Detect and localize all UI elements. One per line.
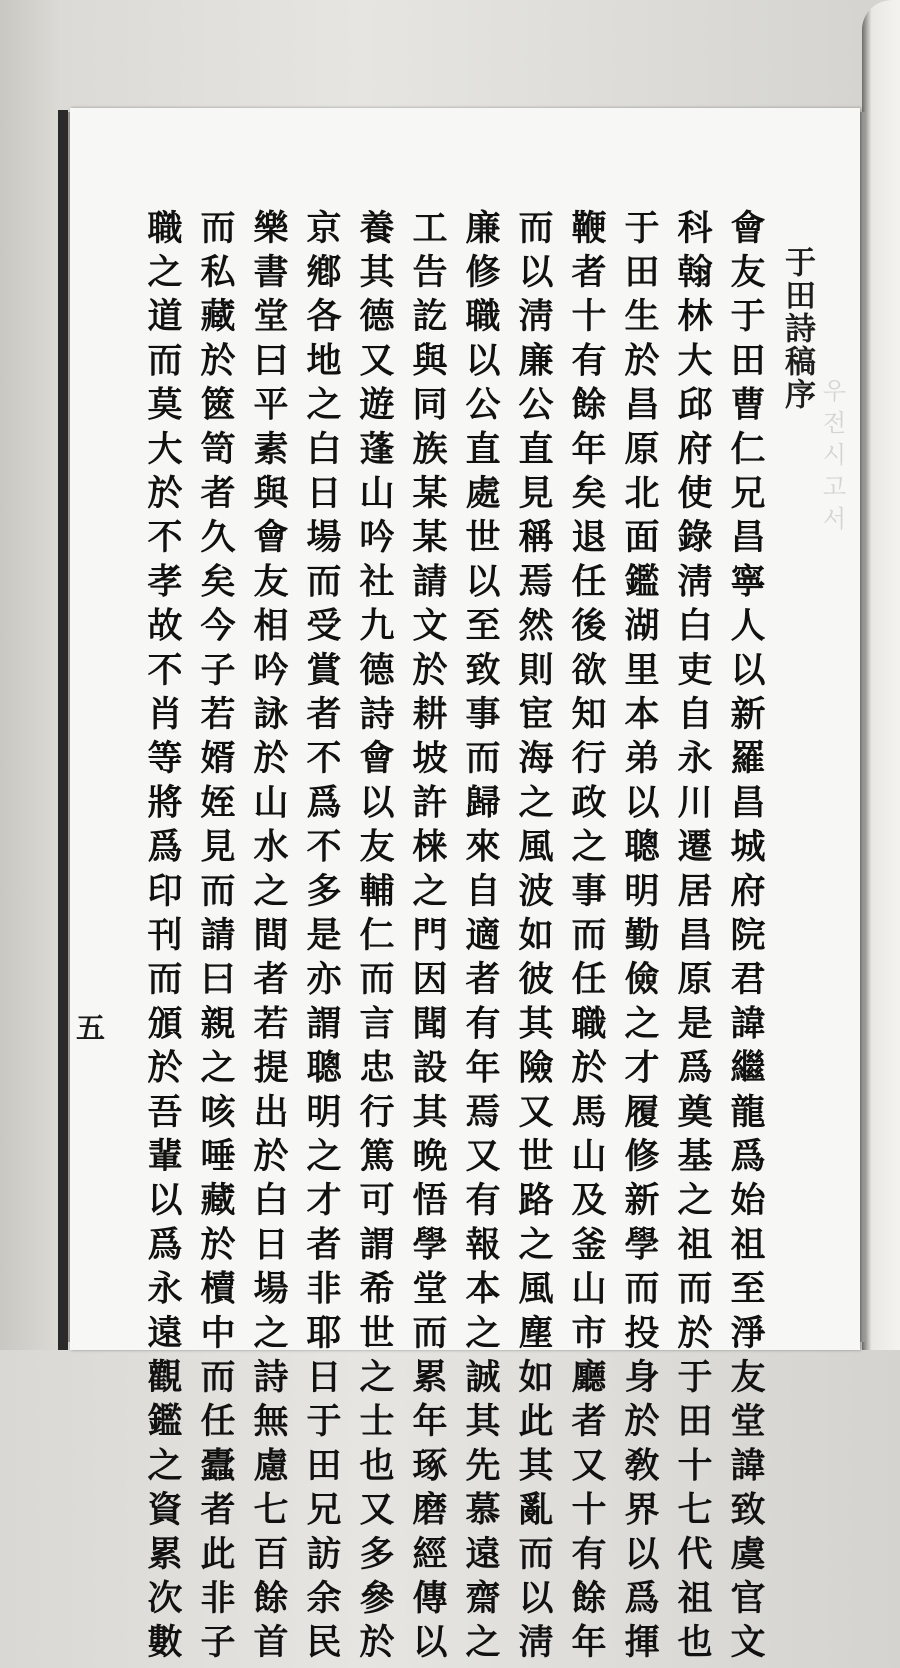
background-left [0,0,60,1350]
text-column-3: 于田生於昌原北面鑑湖里本弟以聰明勤儉之才履修新學而投身於敎界以爲揮 [619,209,660,1668]
text-column-7: 工告訖與同族某某請文於耕坡許梾之門因聞設其晩悟學堂而累年琢磨經傳以 [407,209,448,1668]
text-column-6: 廉修職以公直處世以至致事而歸來自適者有年焉又有報本之誠其先慕遠齋之 [460,209,501,1668]
text-column-10: 樂書堂曰平素與會友相吟詠於山水之間者若提出於白日場之詩無慮七百餘首 [248,209,289,1668]
text-column-2: 科翰林大邱府使錄淸白吏自永川遷居昌原是爲奠基之祖而於于田十七代祖也 [672,209,713,1668]
book-cover-edge [58,110,68,1350]
text-column-5: 而以淸廉公直見稱焉然則宦海之風波如彼其險又世路之風塵如此其亂而以淸 [513,209,554,1668]
text-column-4: 鞭者十有餘年矣退任後欲知行政之事而任職於馬山及釜山市廳者又十有餘年 [566,209,607,1668]
adjacent-page [862,0,900,1350]
page-title: 于田詩稿序 [779,246,815,411]
text-column-8: 養其德又遊蓬山吟社九德詩會以友輔仁而言忠行篤可謂希世之士也又多參於 [354,209,395,1668]
page-number: 五 [76,1011,106,1045]
bleed-through-text: 우전시고서 [818,378,846,538]
text-column-1: 會友于田曹仁兄昌寧人以新羅昌城府院君諱繼龍爲始祖至淨友堂諱致虞官文 [725,209,766,1668]
text-column-12: 職之道而莫大於不孝故不肖等將爲印刊而頒於吾輩以爲永遠觀鑑之資累次數 [142,209,183,1668]
text-column-9: 京鄕各地之白日場而受賞者不爲不多是亦謂聰明之才者非耶日于田兄訪余民 [301,209,342,1668]
book-page [70,108,860,1668]
text-column-11: 而私藏於篋笥者久矣今子若婿姪見而請曰親之咳唾藏於櫝中而任蠹者此非子 [195,209,236,1668]
